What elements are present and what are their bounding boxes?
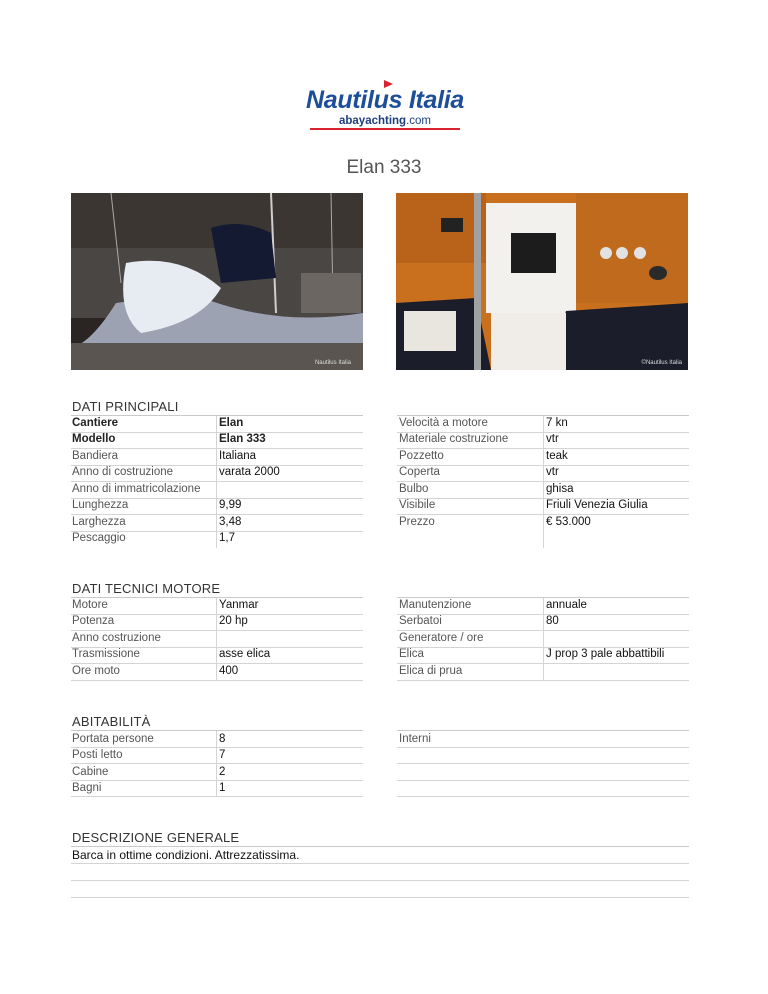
field-label: Generatore / ore bbox=[399, 632, 484, 644]
field-label: Elica bbox=[399, 648, 424, 660]
description-text: Barca in ottime condizioni. Attrezzatissima. bbox=[72, 848, 300, 862]
field-label: Pozzetto bbox=[399, 450, 444, 462]
field-label: Prezzo bbox=[399, 516, 435, 528]
field-label: Posti letto bbox=[72, 749, 123, 761]
field-label: Anno di immatricolazione bbox=[72, 483, 201, 495]
field-label: Cabine bbox=[72, 766, 109, 778]
field-label: Bagni bbox=[72, 782, 102, 794]
field-value: 9,99 bbox=[219, 499, 242, 511]
field-value: 7 bbox=[219, 749, 226, 761]
field-label: Portata persone bbox=[72, 733, 154, 745]
field-value: ghisa bbox=[546, 483, 574, 495]
page-title: Elan 333 bbox=[346, 157, 422, 178]
divider bbox=[216, 731, 217, 797]
field-label: Bulbo bbox=[399, 483, 429, 495]
field-value: 3,48 bbox=[219, 516, 242, 528]
field-label: Ore moto bbox=[72, 665, 120, 677]
divider bbox=[71, 846, 689, 847]
section-title-dati-tecnici-motore: DATI TECNICI MOTORE bbox=[72, 581, 221, 596]
logo-brand-text: Nautilus Italia bbox=[305, 86, 465, 114]
field-value: 8 bbox=[219, 733, 226, 745]
divider bbox=[216, 416, 217, 548]
divider bbox=[71, 597, 363, 598]
divider bbox=[543, 598, 544, 681]
field-value: 20 hp bbox=[219, 615, 248, 627]
field-value: € 53.000 bbox=[546, 516, 591, 528]
field-label: Pescaggio bbox=[72, 532, 126, 544]
field-value: vtr bbox=[546, 466, 559, 478]
field-value: 80 bbox=[546, 615, 559, 627]
field-label: Modello bbox=[72, 433, 116, 445]
boat-interior-photo bbox=[396, 193, 688, 370]
divider bbox=[216, 598, 217, 681]
field-value: 2 bbox=[219, 766, 226, 778]
section-title-abitabilita: ABITABILITÀ bbox=[72, 714, 151, 729]
field-label: Visibile bbox=[399, 499, 436, 511]
section-title-dati-principali: DATI PRINCIPALI bbox=[72, 399, 179, 414]
divider bbox=[71, 415, 363, 416]
field-label: Coperta bbox=[399, 466, 440, 478]
field-value: J prop 3 pale abbattibili bbox=[546, 648, 665, 660]
field-value: vtr bbox=[546, 433, 559, 445]
field-value: 1 bbox=[219, 782, 226, 794]
field-value: Elan 333 bbox=[219, 433, 266, 445]
logo-site: abayachting.com bbox=[310, 114, 460, 130]
field-value: teak bbox=[546, 450, 568, 462]
brand-logo bbox=[262, 86, 508, 142]
field-label: Motore bbox=[72, 599, 108, 611]
boat-exterior-photo bbox=[71, 193, 363, 370]
field-value: asse elica bbox=[219, 648, 271, 660]
section-title-descrizione-generale: DESCRIZIONE GENERALE bbox=[72, 830, 240, 845]
field-value: 7 kn bbox=[546, 417, 568, 429]
field-label: Lunghezza bbox=[72, 499, 129, 511]
field-value: Yanmar bbox=[219, 599, 259, 611]
field-label: Velocità a motore bbox=[399, 417, 488, 429]
field-label: Trasmissione bbox=[72, 648, 140, 660]
field-label: Elica di prua bbox=[399, 665, 463, 677]
field-label: Anno di costruzione bbox=[72, 466, 174, 478]
field-value: Elan bbox=[219, 417, 244, 429]
field-label: Bandiera bbox=[72, 450, 119, 462]
divider bbox=[397, 730, 689, 731]
logo-flag-icon bbox=[384, 80, 393, 88]
divider bbox=[543, 416, 544, 548]
photo-watermark: Nautilus Italia bbox=[314, 360, 351, 366]
field-value: varata 2000 bbox=[219, 466, 280, 478]
field-label: Anno costruzione bbox=[72, 632, 161, 644]
field-value: annuale bbox=[546, 599, 587, 611]
field-value: 1,7 bbox=[219, 532, 235, 544]
field-value: Italiana bbox=[219, 450, 257, 462]
field-label: Cantiere bbox=[72, 417, 119, 429]
field-label: Serbatoi bbox=[399, 615, 442, 627]
field-label: Potenza bbox=[72, 615, 115, 627]
field-label: Materiale costruzione bbox=[399, 433, 509, 445]
field-value: 400 bbox=[219, 665, 239, 677]
field-label-interni: Interni bbox=[399, 733, 431, 745]
field-value: Friuli Venezia Giulia bbox=[546, 499, 648, 511]
divider bbox=[71, 730, 363, 731]
field-label: Manutenzione bbox=[399, 599, 472, 611]
photo-watermark: ©Nautilus Italia bbox=[641, 360, 682, 366]
field-label: Larghezza bbox=[72, 516, 126, 528]
